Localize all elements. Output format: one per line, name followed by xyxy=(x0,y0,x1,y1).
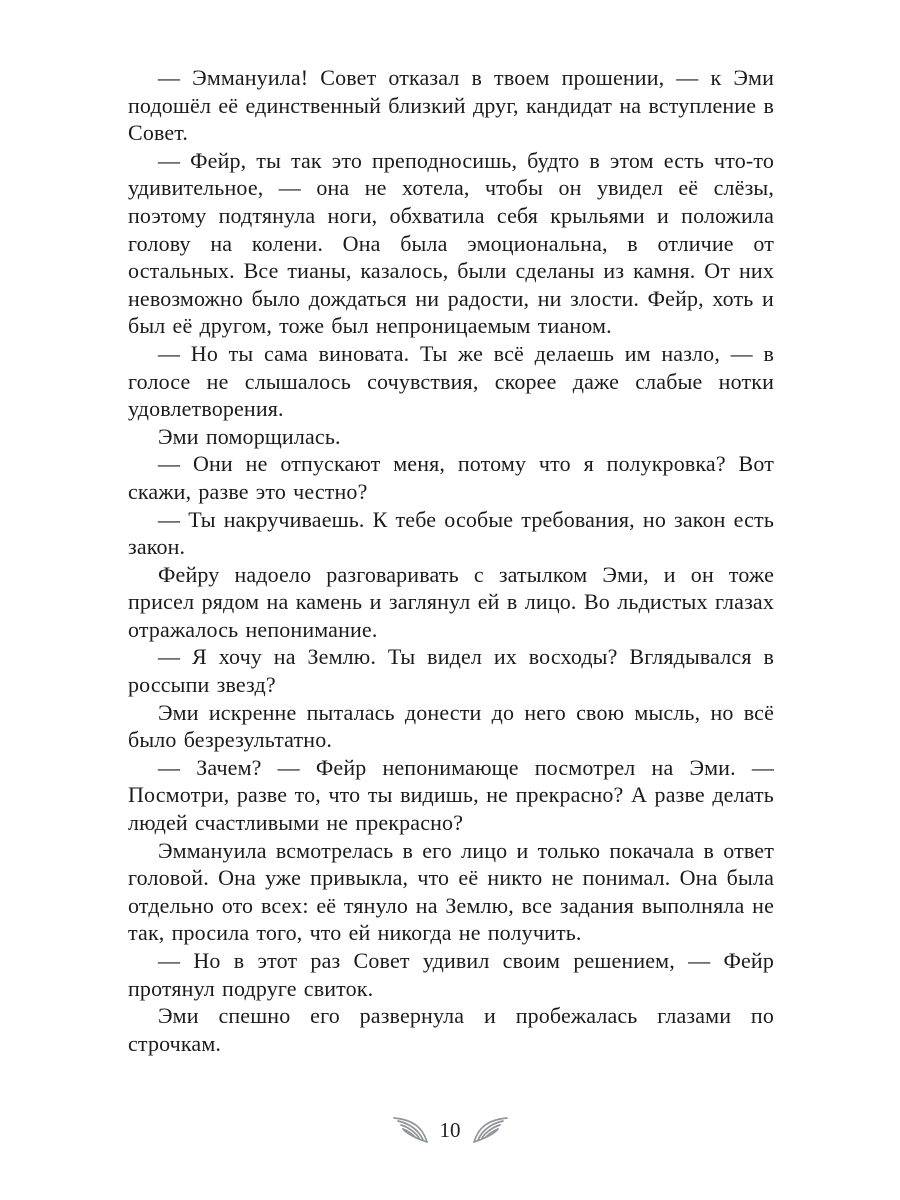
paragraph: Эми спешно его развернула и пробежалась глазами по строчкам. xyxy=(128,1003,774,1056)
page-number: 10 xyxy=(439,1117,461,1142)
paragraph: — Я хочу на Землю. Ты видел их восходы? Вглядывался в россыпи звезд? xyxy=(128,644,774,698)
paragraph: — Эммануила! Совет отказал в твоем прошении, — к Эми подошёл её единственный близкий друг, кандидат на вступление в Совет. xyxy=(128,65,774,146)
paragraph: — Они не отпускают меня, потому что я полукровка? Вот скажи, разве это честно? xyxy=(128,451,774,504)
paragraph: — Но ты сама виновата. Ты же всё делаешь им назло, — в голосе не слышалось сочувствия, скорее даже слабые нотки удовлетворения. xyxy=(128,340,774,422)
wing-right-icon xyxy=(471,1116,509,1144)
paragraph: Эми искренне пыталась донести до него свою мысль, но всё было безрезультатно. xyxy=(128,699,774,753)
paragraph: — Фейр, ты так это преподносишь, будто в этом есть что-то удивительное, — она не хотела, чтобы он увидел её слёзы, поэтому подтянула ноги, обхватила себя крыльями и положила голову на колени. Она была эмоциональна, в отличие от остальных. Все тианы, казалось, были сделаны из камня. От них невозможно было дождаться ни радости, ни злости. Фейр, хоть и был её другом, тоже был непроницаемым тианом. xyxy=(128,147,774,339)
paragraph: Эммануила всмотрелась в его лицо и только покачала в ответ головой. Она уже привыкла, что её никто не понимал. Она была отдельно ото всех: её тянуло на Землю, все задания выполняла не так, просила того, что ей никогда не получить. xyxy=(128,837,774,946)
paragraph: Эми поморщилась. xyxy=(158,423,341,449)
paragraph: Фейру надоело разговаривать с затылком Эми, и он тоже присел рядом на камень и заглянул ей в лицо. Во льдистых глазах отражалось непонимание. xyxy=(128,561,774,642)
paragraph: — Но в этот раз Совет удивил своим решением, — Фейр протянул подруге свиток. xyxy=(128,948,774,1001)
page-text xyxy=(128,64,774,1057)
wing-left-icon xyxy=(392,1116,430,1144)
paragraph: — Ты накручиваешь. К тебе особые требования, но закон есть закон. xyxy=(128,506,774,560)
page-footer xyxy=(0,1116,900,1144)
paragraph: — Зачем? — Фейр непонимающе посмотрел на Эми. — Посмотри, разве то, что ты видишь, не прекрасно? А разве делать людей счастливыми не прекрасно? xyxy=(128,754,774,836)
